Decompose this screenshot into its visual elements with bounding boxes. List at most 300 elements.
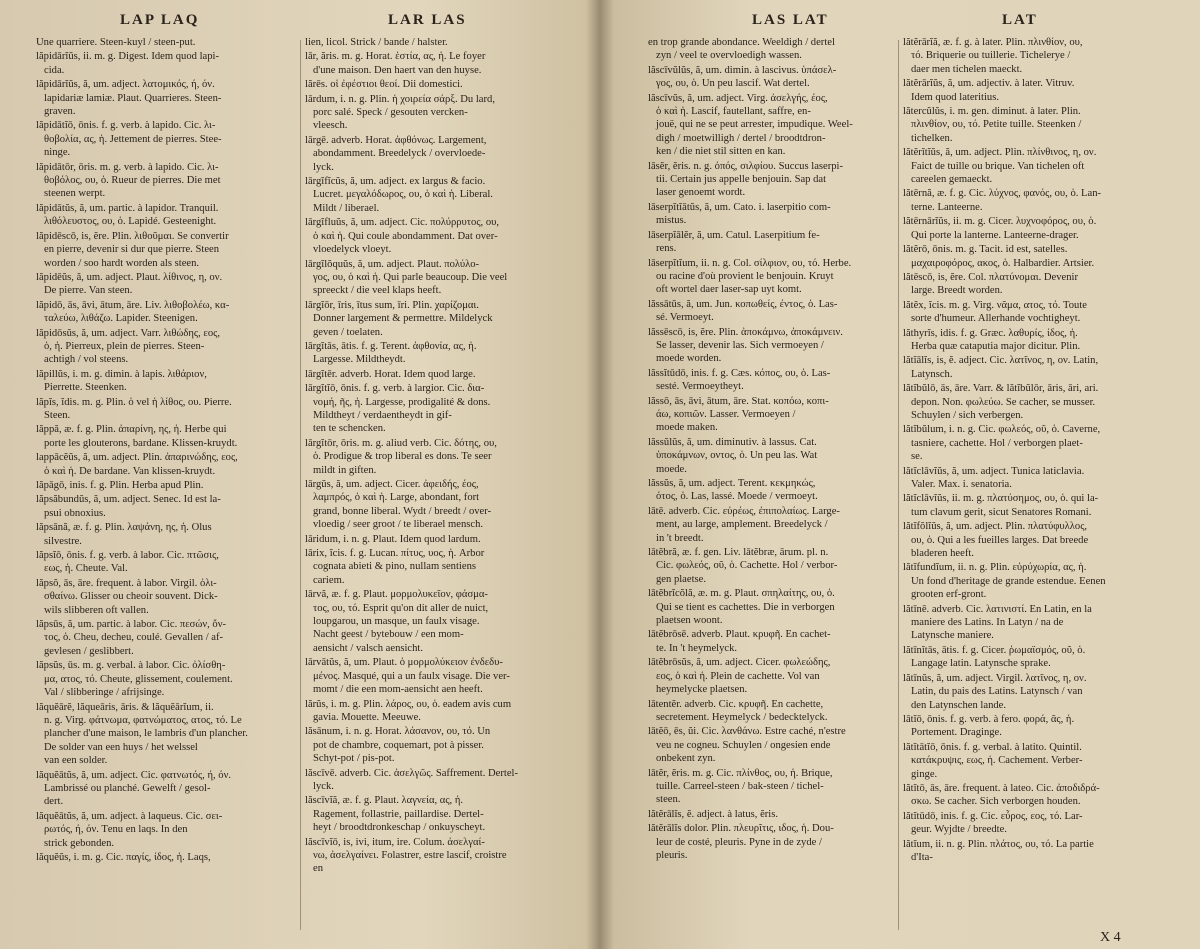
entry-line: lăquĕātŭs, ă, um. adject. à laqueus. Cic. σει- (36, 810, 223, 822)
entry-line: lătĭtūdō, inis. f. g. Cic. εὖρος, εος, τό. Lar- (903, 810, 1083, 822)
entry-line: άω, κοπιῶν. Lasser. Vermoeyen / (656, 408, 796, 420)
entry-line: Pierrette. Steenken. (44, 382, 127, 394)
entry-line: τος, ὁ. Cheu, decheu, coulé. Gevallen / af- (44, 632, 224, 644)
entry-line: lătĕx, ĭcis. m. g. Virg. νᾶμα, ατος, τό. Toute (903, 299, 1088, 311)
entry-line: lārgĭtās, ātis. f. g. Terent. ἀφθονία, ας, ἡ. (305, 340, 477, 352)
entry-line: strick gebonden. (44, 837, 115, 849)
entry-line: large. Breedt worden. (911, 285, 1003, 297)
dictionary-entry (903, 644, 1183, 671)
entry-line: lătĭtātĭō, ōnis. f. g. verbal. à latito. Quintil. (903, 741, 1082, 753)
dictionary-entry (648, 808, 928, 821)
entry-line: lătĕrālĭs, ĕ. adject. à latus, ĕris. (648, 808, 779, 820)
entry-line: De pierre. Van steen. (44, 285, 133, 297)
entry-line: lăpidātĭō, ōnis. f. g. verb. à lapido. Cic. λι- (36, 120, 216, 132)
dictionary-entry (36, 230, 316, 270)
dictionary-entry (648, 64, 928, 91)
entry-line: lārdum, i. n. g. Plin. ἡ χοιρεία σάρξ. Du lard, (305, 93, 495, 105)
dictionary-entry (903, 271, 1183, 298)
entry-line: Donner largement & permettre. Mildelyck (313, 313, 493, 325)
entry-line: momt / die een mom-aensicht aen heeft. (313, 684, 483, 696)
entry-line: moede worden. (656, 353, 722, 365)
entry-line: lapidariæ lamiæ. Plaut. Quarrieres. Steen- (44, 92, 222, 104)
entry-line: in 't breedt. (656, 532, 704, 544)
entry-line: lātĕbrōsŭs, ă, um. adject. Cicer. φωλεώδης, (648, 657, 831, 669)
entry-line: geven / toelaten. (313, 326, 383, 338)
entry-line: lăpidārĭŭs, ii. m. g. Digest. Idem quod lapi- (36, 51, 220, 63)
entry-line: Valer. Max. i. senatoria. (911, 479, 1012, 490)
entry-line: achtigh / vol steens. (44, 354, 129, 366)
entry-line: moede maken. (656, 422, 718, 434)
dictionary-entry (648, 367, 928, 394)
entry-line: tuille. Carreel-steen / bak-steen / tichel- (656, 780, 824, 792)
column-1 (36, 36, 316, 865)
dictionary-entry (648, 656, 928, 696)
entry-line: lărŭs, i. m. g. Plin. λάρος, ου, ὁ. eadem avis cum (305, 698, 512, 710)
dictionary-entry (648, 92, 928, 159)
entry-line: lătĕrō, ōnis. m. g. Tacit. id est, satelles. (903, 244, 1068, 256)
entry-line: σκω. Se cacher. Sich verborgen houden. (911, 796, 1081, 808)
entry-line: vloedig / seer groot / te liberael mensch. (313, 519, 484, 531)
dictionary-entry (648, 767, 928, 807)
entry-line: lārix, ĭcis. f. g. Lucan. πίτυς, υος, ἡ. Arbor (305, 548, 485, 560)
entry-line: n. g. Virg. φάτνωμα, φατνώματος, ατος, τό. Le (44, 714, 242, 726)
entry-line: lăpsŭs, ūs. m. g. verbal. à labor. Cic. ὀλίσθη- (36, 660, 226, 672)
entry-line: lăpsĭō, ōnis. f. g. verb. à labor. Cic. πτῶσις, (36, 550, 219, 562)
entry-line: Latynsch. (911, 368, 953, 380)
column-4 (903, 36, 1183, 865)
entry-line: lārvātŭs, ă, um. Plaut. ὁ μορμολύκειον ἐνδεδυ- (305, 657, 503, 669)
entry-line: lăpsăbundŭs, ă, um. adject. Senec. Id est la- (36, 494, 221, 506)
entry-line: lārgĭtōr, ōris. m. g. aliud verb. Cic. δότης, ου, (305, 437, 497, 449)
dictionary-entry (903, 782, 1183, 809)
dictionary-entry (903, 382, 1183, 422)
entry-line: cariem. (313, 574, 345, 586)
entry-line: θοβόλος, ου, ὁ. Rueur de pierres. Die met (44, 175, 221, 187)
entry-line: geur. Wyjdte / breedte. (911, 824, 1007, 836)
dictionary-entry (903, 36, 1183, 76)
entry-line: mistus. (656, 215, 687, 227)
entry-line: θοβολία, ας, ἡ. Jettement de pierres. Stee- (44, 133, 222, 145)
dictionary-entry (903, 243, 1183, 270)
entry-line: lăssātŭs, ă, um. Jun. κοπωθείς, έντος, ὁ. Las- (648, 298, 838, 310)
dictionary-entry (903, 299, 1183, 326)
dictionary-entry (305, 382, 585, 436)
entry-line: lăpidārĭŭs, ă, um. adject. λατομικός, ή, όν. (36, 79, 215, 91)
entry-line: Val / slibberinge / afrijsinge. (44, 687, 165, 699)
column-3 (648, 36, 928, 863)
entry-line: jouë, qui ne se peut arrester, impudique. Weel- (656, 119, 853, 131)
entry-line: lătĕrālĭs dolor. Plin. πλευρῖτις, ιδος, ἡ. Dou- (648, 823, 834, 835)
dictionary-entry (903, 741, 1183, 781)
entry-line: lătĕrārĭă, æ. f. g. à later. Plin. πλινθίον, ου, (903, 37, 1083, 48)
entry-line: ὑποκάμνων, οντος, ὁ. Un peu las. Wat (656, 450, 818, 462)
entry-line: lăpsūs, ă, um. partic. à labor. Cic. πεσών, ὄν- (36, 619, 227, 631)
entry-line: μένος. Masqué, qui a un faulx visage. Die ver- (313, 670, 510, 682)
entry-line: van een solder. (44, 755, 108, 767)
entry-line: ten te schencken. (313, 423, 386, 435)
entry-line: μαχαιροφόρος, ακος, ὁ. Halbardier. Artsier. (911, 257, 1095, 269)
dictionary-entry (903, 146, 1183, 186)
entry-line: lăscīvĭă, æ. f. g. Plaut. λαγνεία, ας, ἡ. (305, 795, 464, 807)
dictionary-entry (903, 492, 1183, 519)
entry-line: aensicht / valsch aensicht. (313, 642, 424, 654)
dictionary-entry (36, 36, 316, 49)
entry-line: lăquĕātŭs, ă, um. adject. Cic. φατνωτός, ή, όν. (36, 769, 232, 781)
entry-line: ότος, ὁ. Las, lassé. Moede / vermoeyt. (656, 491, 818, 503)
dictionary-entry (305, 836, 585, 876)
entry-line: en trop grande abondance. Weeldigh / dertel (648, 37, 835, 48)
entry-line: laser genoemt wordt. (656, 187, 746, 199)
entry-line: te. In 't heymelyck. (656, 642, 738, 654)
entry-line: lārgĭlŏquŭs, ă, um. adject. Plaut. πολύλο- (305, 258, 480, 270)
entry-line: lăssŭlŭs, ă, um. diminutiv. à lassus. Cat. (648, 436, 817, 448)
entry-line: Faict de tuille ou brique. Van tichelen oft (911, 160, 1085, 172)
running-head-2: LAR LAS (388, 12, 467, 28)
entry-line: lătĭfŏlĭŭs, ă, um. adject. Plin. πλατύφυλλος, (903, 521, 1088, 533)
entry-line: lăpĭs, ĭdis. m. g. Plin. ὁ vel ἡ λίθος, ου. Pierre. (36, 396, 232, 408)
book-gutter (586, 0, 614, 949)
entry-line: Une quarriere. Steen-kuyl / steen-put. (36, 37, 196, 48)
entry-line: sesté. Vermoeytheyt. (656, 381, 744, 393)
running-head-4: LAT (1002, 12, 1038, 28)
dictionary-entry (36, 299, 316, 326)
entry-line: ὁ. Prodigue & trop liberal es dons. Te seer (313, 451, 492, 463)
dictionary-entry (648, 326, 928, 366)
dictionary-entry (305, 588, 585, 655)
dictionary-entry (305, 698, 585, 725)
dictionary-entry (648, 698, 928, 725)
running-head-1: LAP LAQ (120, 12, 200, 28)
entry-line: Herba quæ cataputia major dicitur. Plin. (911, 340, 1081, 352)
entry-line: silvestre. (44, 535, 82, 547)
entry-line: νω, ἀσελγαίνει. Folastrer, estre lascif, croistre (313, 849, 507, 861)
dictionary-entry (903, 77, 1183, 104)
entry-line: tum clavum gerit, sicut Senatores Romani. (911, 506, 1092, 518)
dictionary-entry (305, 299, 585, 339)
entry-line: lăscīvĭō, is, ivi, itum, ire. Colum. ἀσελγαί- (305, 836, 485, 848)
entry-line: lăsānum, i. n. g. Horat. λάσανον, ου, τό. Un (305, 726, 491, 738)
entry-line: careelen gemaeckt. (911, 174, 993, 186)
dictionary-entry (36, 618, 316, 658)
dictionary-entry (648, 725, 928, 765)
dictionary-entry (903, 423, 1183, 463)
entry-line: steenen werpt. (44, 188, 106, 200)
entry-line: μα, ατος, τό. Cheute, glissement, coulement. (44, 673, 233, 685)
entry-line: digh / moetwilligh / dertel / broodtdron- (656, 132, 826, 144)
entry-line: ρωτός, ή, όν. Τenu en laqs. In den (44, 824, 188, 836)
entry-line: Portement. Draginge. (911, 727, 1002, 739)
entry-line: sé. Vermoeyt. (656, 312, 714, 324)
dictionary-entry (36, 493, 316, 520)
dictionary-entry (36, 701, 316, 768)
entry-line: lyck. (313, 780, 334, 792)
entry-line: lăscīvŭs, ă, um. adject. Virg. ἀσελγής, έος, (648, 92, 828, 104)
dictionary-entry (36, 119, 316, 159)
entry-line: lătĭclāvĭŭs, ii. m. g. πλατύσημος, ου, ὁ. qui la- (903, 493, 1099, 505)
entry-line: lāsĕr, ĕris. n. g. ὀπός, σιλφίου. Succus laserpi- (648, 160, 844, 172)
entry-line: ὁ, ἡ. Pierreux, plein de pierres. Steen- (44, 340, 205, 352)
entry-line: Latin, du pais des Latins. Latynsch / van (911, 686, 1083, 698)
entry-line: lăquĕārĕ, lăqueāris, āris. & lăquĕārĭum, ii. (36, 701, 214, 713)
entry-line: cida. (44, 64, 65, 76)
dictionary-entry (36, 810, 316, 850)
entry-line: lăssŭs, ă, um. adject. Terent. κεκμηκώς, (648, 478, 816, 489)
entry-line: grooten erf-gront. (911, 589, 987, 601)
entry-line: terne. Lanteerne. (911, 201, 983, 213)
entry-line: Schyt-pot / pis-pot. (313, 753, 395, 765)
entry-line: lătīnē. adverb. Cic. λατινιστί. En Latin, en la (903, 603, 1092, 615)
dictionary-entry (36, 451, 316, 478)
entry-line: daer men tichelen maeckt. (911, 63, 1023, 75)
entry-line: lăssēscō, is, ĕre. Plin. ἀποκάμνω, ἀποκάμνειν. (648, 326, 843, 338)
entry-line: lăpsŏ, ās, āre. frequent. à labor. Virgil. ὀλι- (36, 577, 217, 589)
entry-line: heymelycke plaetsen. (656, 684, 748, 696)
entry-line: leur de costé, pleuris. Pyne in de zyde / (656, 836, 822, 848)
entry-line: lātĕbră, æ. f. gen. Liv. lātĕbræ, ārum. pl. n. (648, 547, 829, 559)
dictionary-entry (648, 229, 928, 256)
dictionary-entry (648, 298, 928, 325)
entry-line: lātē. adverb. Cic. εὐρέως, ἐπιπολαίως. Large- (648, 505, 840, 517)
entry-line: lārgĭfluŭs, ă, um. adject. Cic. πολύρρυτος, ου, (305, 217, 500, 229)
dictionary-entry (903, 838, 1183, 865)
dictionary-entry (903, 105, 1183, 145)
dictionary-entry (903, 561, 1183, 601)
entry-line: den Latynschen lande. (911, 699, 1007, 711)
entry-line: lătĭfundĭum, ii. n. g. Plin. εὐρύχωρία, ας, ἡ. (903, 562, 1087, 574)
entry-line: ment, au large, amplement. Breedelyck / (656, 519, 828, 531)
entry-line: λαμπρός, ὁ καὶ ἡ. Large, abondant, fort (313, 492, 480, 504)
entry-line: σθαίνω. Glisser ou cheoir souvent. Dick- (44, 591, 218, 603)
entry-line: lătĭum, ii. n. g. Plin. πλάτος, ου, τό. La partie (903, 838, 1094, 850)
entry-line: Largesse. Mildtheydt. (313, 354, 406, 366)
entry-line: gavia. Mouette. Meeuwe. (313, 711, 421, 723)
entry-line: lārgŭs, ă, um. adject. Cicer. ἀφειδής, έος, (305, 479, 479, 490)
dictionary-entry (36, 396, 316, 423)
entry-line: lăpidātŭs, ă, um. partic. à lapidor. Tranquil. (36, 202, 219, 214)
entry-line: Qui porte la lanterne. Lanteerne-drager. (911, 229, 1079, 241)
entry-line: κατάκρυψις, εως, ἡ. Cachement. Verber- (911, 755, 1083, 767)
entry-line: Cic. φωλεός, οῦ, ὁ. Cachette. Hol / verbor- (656, 560, 838, 572)
entry-line: zyn / veel te overvloedigh wassen. (656, 50, 802, 62)
dictionary-entry (36, 577, 316, 617)
entry-line: lăpāgō, inis. f. g. Plin. Herba apud Plin. (36, 480, 204, 491)
entry-line: Schuylen / sich verbergen. (911, 409, 1024, 421)
entry-line: Nacht geest / bytebouw / een mom- (313, 629, 464, 641)
entry-line: τό. Briquerie ou tuillerie. Tichelerye / (911, 50, 1071, 62)
entry-line: wils slibberen oft vallen. (44, 604, 149, 616)
dictionary-entry (36, 271, 316, 298)
entry-line: lătĭbŭlum, i. n. g. Cic. φωλεός, οῦ, ὁ. Caverne, (903, 424, 1101, 436)
dictionary-entry (648, 628, 928, 655)
dictionary-entry (903, 354, 1183, 381)
entry-line: lărēs. οἱ ἐφέστιοι θεοί. Dii domestici. (305, 79, 463, 91)
entry-line: sorte d'humeur. Allerhande vochtigheyt. (911, 313, 1081, 325)
entry-line: De solder van een huys / het welssel (44, 741, 198, 753)
entry-line: lātĕbrĭcŏlă, æ. m. g. Plaut. σπηλαίτης, ου, ὁ. (648, 588, 835, 600)
entry-line: gen plaetse. (656, 573, 707, 585)
dictionary-entry (305, 368, 585, 381)
running-head-3: LAS LAT (752, 12, 829, 28)
entry-line: lātĭō, ōnis. f. g. verb. à fero. φορά, ᾶς, ἡ. (903, 713, 1075, 725)
entry-line: lăscīvē. adverb. Cic. ἀσελγῶς. Saffrement. Dertel- (305, 767, 518, 779)
dictionary-entry (36, 368, 316, 395)
entry-line: lāserpĭtĭātŭs, ă, um. Cato. i. laserpitio com- (648, 201, 831, 213)
dictionary-entry (305, 50, 585, 77)
dictionary-entry (36, 769, 316, 809)
entry-line: bladeren heeft. (911, 548, 974, 560)
entry-line: lăpidēŭs, ă, um. adject. Plaut. λίθινος, η, ον. (36, 271, 223, 283)
dictionary-entry (305, 134, 585, 174)
dictionary-entry (305, 258, 585, 298)
entry-line: grand, bonne liberal. Wydt / breedt / over- (313, 505, 492, 517)
dictionary-entry (36, 423, 316, 450)
dictionary-entry (903, 187, 1183, 214)
entry-line: lătīnĭtās, ātis. f. g. Cicer. ῥωμαϊσμός, οῦ, ὁ. (903, 644, 1086, 656)
dictionary-entry (36, 202, 316, 229)
dictionary-entry (36, 521, 316, 548)
dictionary-entry (305, 478, 585, 532)
entry-line: Se lasser, devenir las. Sich vermoeyen / (656, 339, 824, 351)
entry-line: εος, ὁ καὶ ἡ. Plein de cachette. Vol van (656, 670, 820, 682)
entry-line: tichelken. (911, 132, 953, 144)
entry-line: plaetsen woont. (656, 615, 723, 627)
entry-line: lătercŭlŭs, i. m. gen. diminut. à later. Plin. (903, 106, 1081, 118)
dictionary-entry (305, 175, 585, 215)
entry-line: Lambrissé ou planché. Gewelft / gesol- (44, 782, 211, 794)
entry-line: Langage latin. Latynsche sprake. (911, 658, 1051, 670)
entry-line: lăssĭtūdō, inis. f. g. Cæs. κόπος, ου, ὁ. Las- (648, 367, 831, 379)
entry-line: tasniere, cachette. Hol / verborgen plaet- (911, 437, 1083, 449)
dictionary-entry (648, 436, 928, 476)
entry-line: lătĕrārĭŭs, ă, um. adjectiv. à later. Vitruv. (903, 78, 1075, 90)
entry-line: lātĕō, ēs, ŭi. Cic. λανθάνω. Estre caché, n'estre (648, 726, 846, 738)
entry-line: lāridum, i. n. g. Plaut. Idem quod lardum. (305, 533, 481, 545)
entry-line: oft wortel daer laser-sap uyt komt. (656, 284, 802, 296)
entry-line: Un fond d'heritage de grande estendue. Eenen (911, 575, 1106, 587)
entry-line: Ragement, follastrie, paillardise. Dertel- (313, 808, 484, 820)
entry-line: spreeckt / die veel klaps heeft. (313, 285, 442, 297)
entry-line: lăquĕŭs, i. m. g. Cic. παγίς, ίδος, ἡ. Laqs, (36, 851, 211, 863)
entry-line: secretement. Heymelyck / bedecktelyck. (656, 711, 828, 723)
entry-line: lătērnă, æ. f. g. Cic. λύχνος, φανός, ου, ὁ. Lan- (903, 188, 1102, 200)
dictionary-entry (305, 767, 585, 794)
dictionary-entry (36, 479, 316, 492)
entry-line: maniere des Latins. In Latyn / na de (911, 617, 1064, 629)
entry-line: lăthyrĭs, idis. f. g. Græc. λαθυρίς, ίδος, ἡ. (903, 327, 1078, 339)
column-2 (305, 36, 585, 877)
entry-line: πλινθίον, ου, τό. Petite tuille. Steenken / (911, 119, 1082, 131)
entry-line: moede. (656, 463, 687, 475)
entry-line: plancher d'une maison, le lambris d'un plancher. (44, 728, 248, 740)
dictionary-entry (648, 201, 928, 228)
dictionary-entry (305, 547, 585, 587)
entry-line: Steen. (44, 409, 71, 421)
dictionary-entry (305, 725, 585, 765)
entry-line: lātĕbrōsē. adverb. Plaut. κρυφῆ. En cachet- (648, 629, 831, 641)
entry-line: mildt in giften. (313, 464, 377, 476)
entry-line: νομή, ῆς, ἡ. Largesse, prodigalité & dons. (313, 396, 491, 408)
entry-line: lien, licol. Strick / bande / halster. (305, 37, 448, 48)
entry-line: lār, ăris. m. g. Horat. ἑστία, ας, ἡ. Le foyer (305, 51, 486, 63)
entry-line: ταλεύω, λιθάζω. Lapider. Steenigen. (44, 313, 198, 325)
signature-mark: X 4 (1100, 930, 1121, 945)
entry-line: lătĕrĭtĭŭs, ă, um. adject. Plin. πλίνθινος, η, ον. (903, 147, 1097, 159)
dictionary-entry (36, 549, 316, 576)
entry-line: lăscīvŭlŭs, ă, um. dimin. à lascivus. ὑπάσελ- (648, 64, 837, 76)
entry-line: lătĭtō, ās, āre. frequent. à lateo. Cic. ἀποδιδρά- (903, 782, 1100, 794)
entry-line: γος, ου, ὁ. Un peu lascif. Wat dertel. (656, 78, 810, 90)
dictionary-entry (903, 603, 1183, 643)
entry-line: lārgĭōr, īris, ītus sum, īri. Plin. χαρίζομαι. (305, 299, 479, 311)
entry-line: pot de chambre, coquemart, pot à pisser. (313, 739, 484, 751)
entry-line: lārgĭtĭō, ōnis. f. g. verb. à largior. Cic. δια- (305, 383, 485, 395)
dictionary-entry (36, 659, 316, 699)
dictionary-entry (648, 587, 928, 627)
dictionary-entry (903, 672, 1183, 712)
entry-line: Latynsche maniere. (911, 630, 994, 642)
dictionary-entry (903, 810, 1183, 837)
entry-line: lăpidātōr, ōris. m. g. verb. à lapido. Cic. λι- (36, 161, 219, 173)
entry-line: en (313, 863, 323, 875)
dictionary-entry (648, 395, 928, 435)
entry-line: lăpillŭs, i. m. g. dimin. à lapis. λιθάριον, (36, 368, 207, 380)
entry-line: ὁ καὶ ἡ. Lascif, fautellant, saffre, en- (656, 106, 811, 118)
entry-line: se. (911, 451, 923, 463)
entry-line: cognata abieti & pino, nullam sentiens (313, 561, 476, 573)
dictionary-entry (305, 437, 585, 477)
dictionary-entry (305, 216, 585, 256)
entry-line: lātentĕr. adverb. Cic. κρυφῆ. En cachette, (648, 698, 824, 710)
dictionary-entry (36, 161, 316, 201)
dictionary-entry (305, 794, 585, 834)
entry-line: steen. (656, 794, 681, 806)
dictionary-entry (903, 327, 1183, 354)
entry-line: vloedelyck vloeyt. (313, 244, 392, 256)
entry-line: ken / die niet stil sitten en kan. (656, 146, 786, 158)
entry-line: γος, ου, ὁ καὶ ἡ. Qui parle beaucoup. Die veel (313, 271, 508, 283)
entry-line: lārgē. adverb. Horat. ἀφθόνως. Largement, (305, 134, 487, 146)
dictionary-entry (648, 160, 928, 200)
entry-line: lătĭbŭlō, ās, āre. Varr. & lătĭbŭlōr, āris, āri, ari. (903, 383, 1099, 395)
dictionary-entry (648, 257, 928, 297)
entry-line: lăpsānă, æ. f. g. Plin. λαψάνη, ης, ἡ. Olus (36, 522, 212, 534)
entry-line: ginge. (911, 768, 938, 780)
dictionary-entry (903, 465, 1183, 492)
entry-line: lăssō, ās, āvi, ātum, āre. Stat. κοπόω, κοπι- (648, 395, 829, 407)
entry-line: lătīnŭs, ă, um. adject. Virgil. λατῖνος, η, ον. (903, 672, 1087, 684)
entry-line: lăpidēscō, is, ĕre. Plin. λιθοῦμαι. Se convertir (36, 230, 229, 242)
entry-line: lăpidō, ās, āvi, ātum, āre. Liv. λιθοβολέω, κα- (36, 299, 230, 311)
dictionary-entry (648, 505, 928, 545)
dictionary-entry (903, 520, 1183, 560)
entry-line: worden / soo hardt worden als steen. (44, 257, 200, 269)
dictionary-entry (36, 327, 316, 367)
entry-line: onbekent zyn. (656, 753, 716, 765)
dictionary-entry (903, 713, 1183, 740)
entry-line: psui obnoxius. (44, 507, 106, 519)
entry-line: lāserpĭālĕr, ă, um. Catul. Laserpitium fe- (648, 229, 820, 241)
entry-line: lătēscō, is, ĕre. Col. πλατύνομαι. Devenir (903, 271, 1079, 283)
entry-line: lāserpĭtĭum, ii. n. g. Col. σίλφιον, ου, τό. Herbe. (648, 257, 852, 269)
entry-line: gevlesen / geslibbert. (44, 645, 134, 657)
dictionary-entry (648, 477, 928, 504)
entry-line: lăppă, æ. f. g. Plin. ἀπαρίνη, ης, ἡ. Herbe qui (36, 424, 227, 436)
entry-line: d'une maison. Den haert van den huyse. (313, 64, 482, 76)
dictionary-entry (305, 36, 585, 49)
entry-line: lăpidōsŭs, ă, um. adject. Varr. λιθώδης, εος, (36, 327, 221, 339)
dictionary-entry (36, 50, 316, 77)
entry-line: vleesch. (313, 120, 348, 132)
